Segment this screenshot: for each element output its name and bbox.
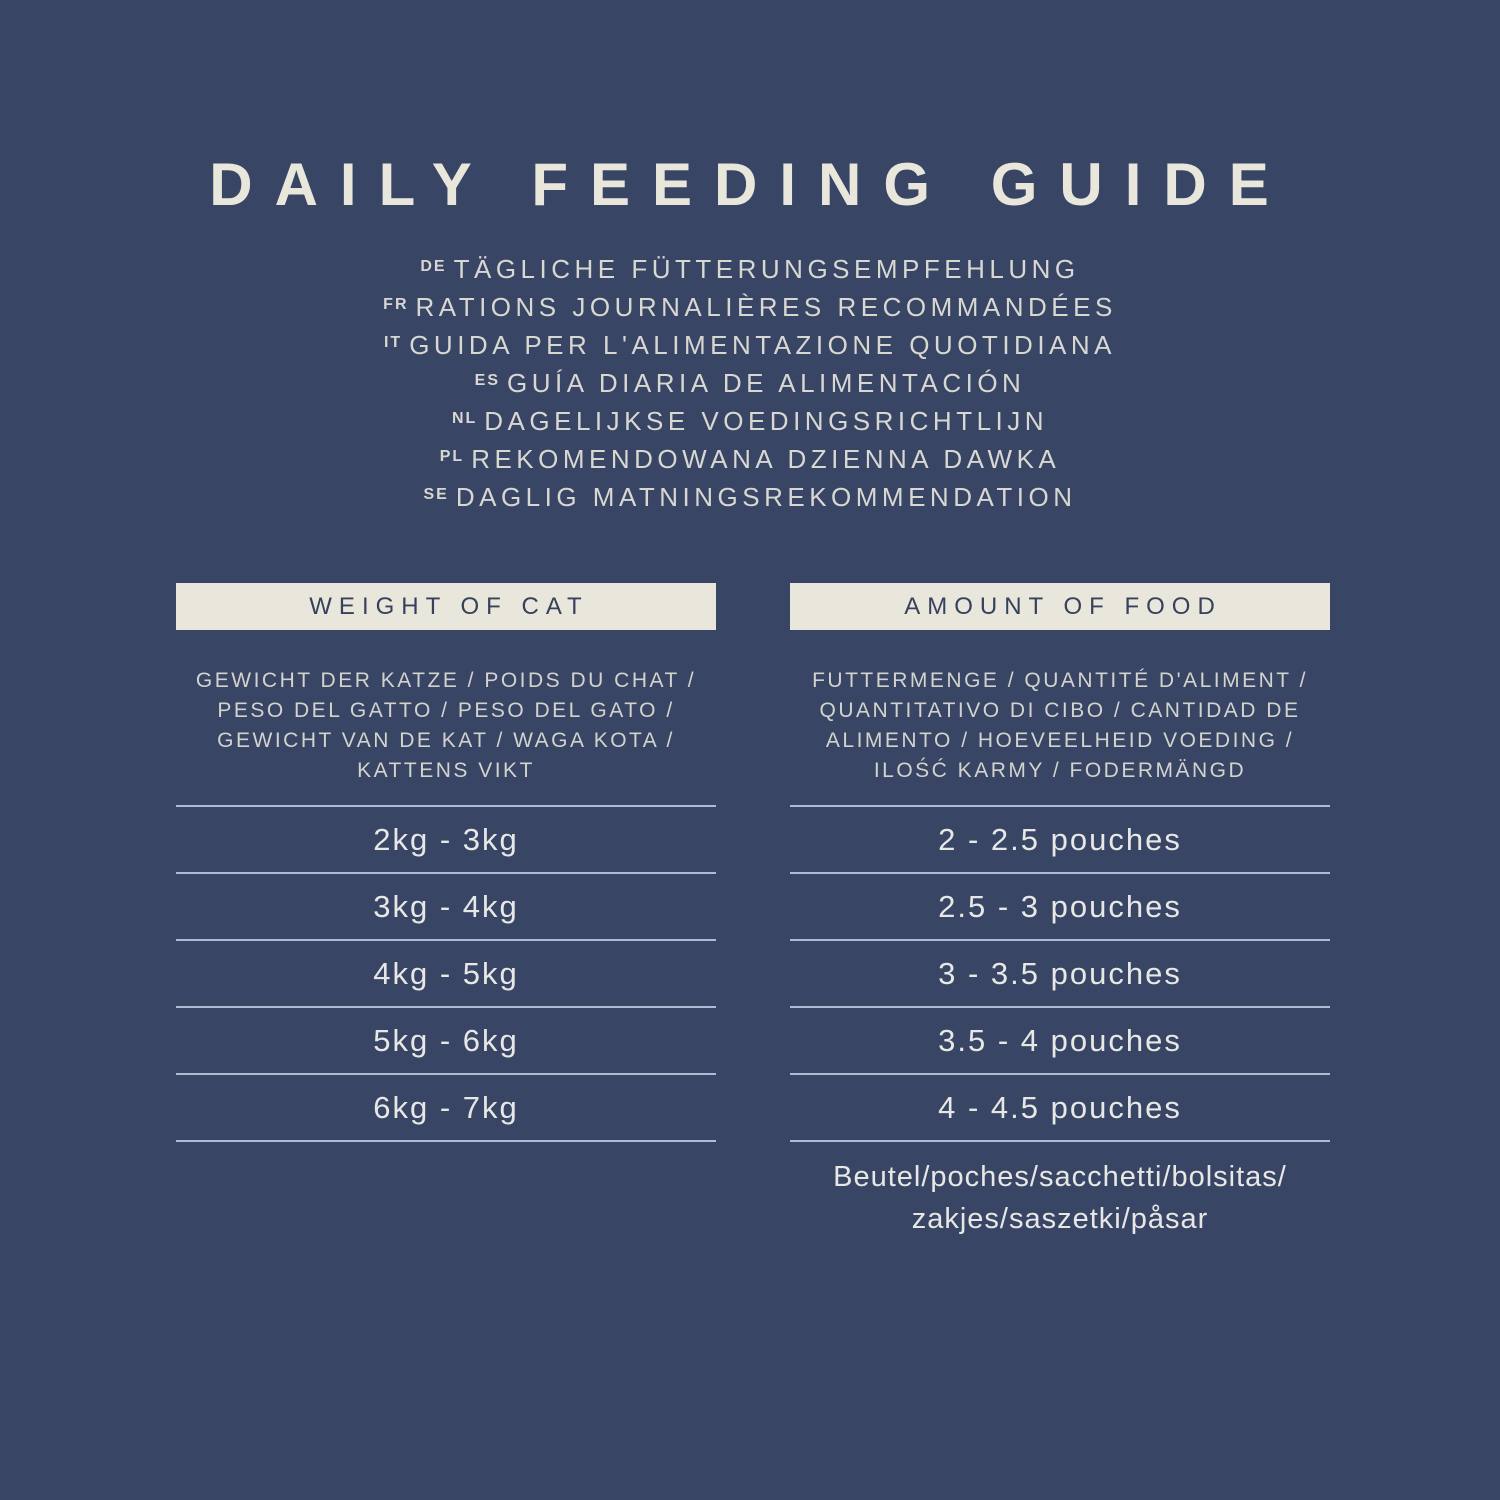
food-header-bar [790,583,1330,630]
food-row: 4 - 4.5 pouches [790,1073,1330,1140]
food-row: 3 - 3.5 pouches [790,939,1330,1006]
translation-line-de [0,250,1500,288]
food-table [790,805,1330,1142]
food-column [790,583,1330,1240]
food-subheader-line: FUTTERMENGE / QUANTITÉ D'ALIMENT / [812,669,1308,692]
language-code-de: DE [420,258,447,275]
weight-row: 6kg - 7kg [176,1073,716,1140]
page-title: DAILY FEEDING GUIDE [209,151,1291,218]
weight-subheader-line: KATTENS VIKT [357,759,535,782]
translation-text-de: TÄGLICHE FÜTTERUNGSEMPFEHLUNG [453,254,1080,284]
weight-row: 3kg - 4kg [176,872,716,939]
language-code-it: IT [383,334,403,351]
translation-text-it: GUIDA PER L'ALIMENTAZIONE QUOTIDIANA [409,330,1116,360]
translation-line-pl [0,440,1500,478]
translation-text-nl: DAGELIJKSE VOEDINGSRICHTLIJN [484,406,1049,436]
translation-text-fr: RATIONS JOURNALIÈRES RECOMMANDÉES [415,292,1117,322]
language-code-es: ES [474,372,500,389]
food-subheader [790,666,1330,786]
translation-line-es [0,364,1500,402]
weight-subheader [176,666,716,786]
weight-subheader-line: PESO DEL GATTO / PESO DEL GATO / [217,699,675,722]
weight-subheader-line: GEWICHT VAN DE KAT / WAGA KOTA / [217,729,675,752]
language-code-se: SE [423,486,449,503]
pouch-footnote-line: Beutel/poches/sacchetti/bolsitas/ [833,1161,1287,1193]
translation-text-se: DAGLIG MATNINGSREKOMMENDATION [455,482,1077,512]
translation-text-es: GUÍA DIARIA DE ALIMENTACIÓN [507,368,1026,398]
food-subheader-line: ALIMENTO / HOEVEELHEID VOEDING / [825,729,1295,752]
translation-line-it [0,326,1500,364]
food-row: 3.5 - 4 pouches [790,1006,1330,1073]
translation-line-nl [0,402,1500,440]
food-header-label: AMOUNT OF FOOD [904,592,1222,620]
title-translations [0,250,1500,516]
weight-row: 4kg - 5kg [176,939,716,1006]
food-row: 2 - 2.5 pouches [790,805,1330,872]
weight-subheader-line: GEWICHT DER KATZE / POIDS DU CHAT / [195,669,697,692]
weight-header-bar [176,583,716,630]
translation-line-fr [0,288,1500,326]
weight-table [176,805,716,1142]
translation-line-se [0,478,1500,516]
language-code-pl: PL [439,448,465,465]
pouch-footnote-line: zakjes/saszetki/påsar [911,1203,1209,1235]
pouch-translations-footnote [790,1156,1330,1240]
language-code-nl: NL [451,410,478,427]
food-subheader-line: QUANTITATIVO DI CIBO / CANTIDAD DE [819,699,1301,722]
weight-row: 2kg - 3kg [176,805,716,872]
food-row: 2.5 - 3 pouches [790,872,1330,939]
food-subheader-line: ILOŚĆ KARMY / FODERMÄNGD [873,759,1247,782]
weight-header-label: WEIGHT OF CAT [309,592,589,620]
weight-row: 5kg - 6kg [176,1006,716,1073]
weight-column [176,583,716,1142]
language-code-fr: FR [383,296,409,313]
translation-text-pl: REKOMENDOWANA DZIENNA DAWKA [471,444,1061,474]
